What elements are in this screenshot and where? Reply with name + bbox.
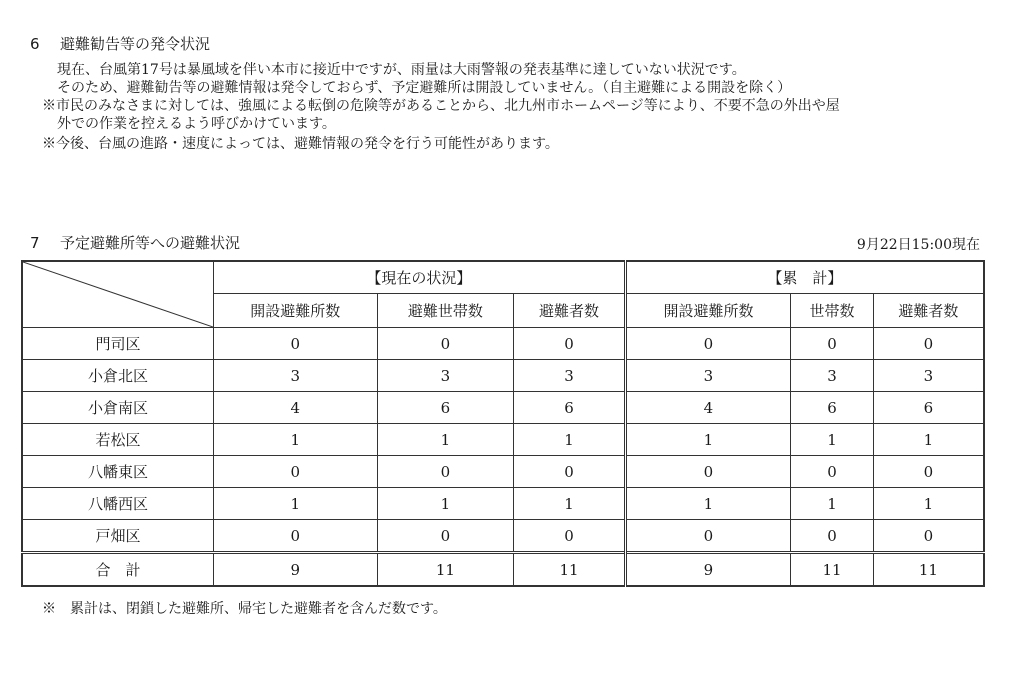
table-corner-cell xyxy=(22,261,214,328)
table-cell: 1 xyxy=(514,488,625,520)
table-cell: 0 xyxy=(625,520,790,553)
table-cell: 1 xyxy=(625,424,790,456)
table-cell: 6 xyxy=(873,392,984,424)
total-cell: 9 xyxy=(214,553,378,587)
section-6-line-5: ※今後、台風の進路・速度によっては、避難情報の発令を行う可能性があります。 xyxy=(42,136,559,152)
total-cell: 11 xyxy=(514,553,625,587)
section-6-line-4: 外での作業を控えるよう呼びかけています。 xyxy=(57,116,336,132)
col-header: 避難者数 xyxy=(873,294,984,328)
table-cell: 1 xyxy=(625,488,790,520)
table-cell: 0 xyxy=(214,456,378,488)
total-label: 合 計 xyxy=(22,553,214,587)
table-cell: 1 xyxy=(377,424,514,456)
table-cell: 1 xyxy=(377,488,514,520)
table-cell: 0 xyxy=(791,520,874,553)
table-cell: 6 xyxy=(514,392,625,424)
section-6-heading xyxy=(30,33,210,54)
table-cell: 3 xyxy=(377,360,514,392)
total-cell: 11 xyxy=(377,553,514,587)
table-cell: 0 xyxy=(873,456,984,488)
as-of-timestamp: 9月22日15:00現在 xyxy=(856,237,980,253)
table-cell: 0 xyxy=(214,328,378,360)
table-cell: 3 xyxy=(625,360,790,392)
section-6-line-2: そのため、避難勧告等の避難情報は発令しておらず、予定避難所は開設していません。（自主避難による開設を除く） xyxy=(57,80,792,96)
table-cell: 0 xyxy=(791,328,874,360)
table-cell: 1 xyxy=(873,488,984,520)
section-6-title: 避難勧告等の発令状況 xyxy=(60,35,211,53)
col-header: 開設避難所数 xyxy=(625,294,790,328)
total-cell: 9 xyxy=(625,553,790,587)
table-cell: 3 xyxy=(873,360,984,392)
evacuation-table xyxy=(21,260,985,587)
ward-name: 小倉南区 xyxy=(22,392,214,424)
table-cell: 4 xyxy=(214,392,378,424)
ward-name: 門司区 xyxy=(22,328,214,360)
table-cell: 4 xyxy=(625,392,790,424)
table-cell: 0 xyxy=(377,456,514,488)
table-cell: 0 xyxy=(377,520,514,553)
table-cell: 6 xyxy=(377,392,514,424)
table-footnote: ※ 累計は、閉鎖した避難所、帰宅した避難者を含んだ数です。 xyxy=(42,601,447,617)
section-6-number: 6 xyxy=(30,35,40,53)
header-current-status: 【現在の状況】 xyxy=(214,261,626,294)
table-cell: 0 xyxy=(873,520,984,553)
table-cell: 6 xyxy=(791,392,874,424)
table-row xyxy=(22,360,984,392)
table-row xyxy=(22,424,984,456)
table-cell: 0 xyxy=(625,456,790,488)
table-row xyxy=(22,488,984,520)
table-cell: 1 xyxy=(214,488,378,520)
ward-name: 八幡東区 xyxy=(22,456,214,488)
section-7-number: 7 xyxy=(30,234,40,252)
table-cell: 1 xyxy=(873,424,984,456)
section-6-line-1: 現在、台風第17号は暴風域を伴い本市に接近中ですが、雨量は大雨警報の発表基準に達していない状況です。 xyxy=(57,62,746,78)
ward-name: 若松区 xyxy=(22,424,214,456)
col-header: 開設避難所数 xyxy=(214,294,378,328)
table-cell: 0 xyxy=(514,456,625,488)
table-cell: 1 xyxy=(514,424,625,456)
table-body xyxy=(22,328,984,553)
diagonal-line xyxy=(23,262,213,327)
header-cumulative: 【累 計】 xyxy=(625,261,984,294)
table-cell: 0 xyxy=(514,328,625,360)
table-cell: 0 xyxy=(873,328,984,360)
table-row xyxy=(22,520,984,553)
table-cell: 0 xyxy=(625,328,790,360)
total-cell: 11 xyxy=(873,553,984,587)
table-cell: 1 xyxy=(791,488,874,520)
section-7-title: 予定避難所等への避難状況 xyxy=(60,234,241,252)
table-cell: 0 xyxy=(214,520,378,553)
table-total-row xyxy=(22,553,984,587)
table-row xyxy=(22,392,984,424)
ward-name: 八幡西区 xyxy=(22,488,214,520)
table-cell: 3 xyxy=(791,360,874,392)
col-header: 世帯数 xyxy=(791,294,874,328)
table-cell: 1 xyxy=(791,424,874,456)
ward-name: 戸畑区 xyxy=(22,520,214,553)
table-cell: 3 xyxy=(214,360,378,392)
table-cell: 0 xyxy=(791,456,874,488)
section-6-line-3: ※市民のみなさまに対しては、強風による転倒の危険等があることから、北九州市ホームページ等により、不要不急の外出や屋 xyxy=(42,98,840,114)
col-header: 避難世帯数 xyxy=(377,294,514,328)
table-cell: 0 xyxy=(514,520,625,553)
ward-name: 小倉北区 xyxy=(22,360,214,392)
col-header: 避難者数 xyxy=(514,294,625,328)
total-cell: 11 xyxy=(791,553,874,587)
section-7-heading xyxy=(30,232,240,253)
table-cell: 1 xyxy=(214,424,378,456)
table-header-group-row xyxy=(22,261,984,294)
table-cell: 0 xyxy=(377,328,514,360)
table-cell: 3 xyxy=(514,360,625,392)
table-row xyxy=(22,456,984,488)
table-row xyxy=(22,328,984,360)
